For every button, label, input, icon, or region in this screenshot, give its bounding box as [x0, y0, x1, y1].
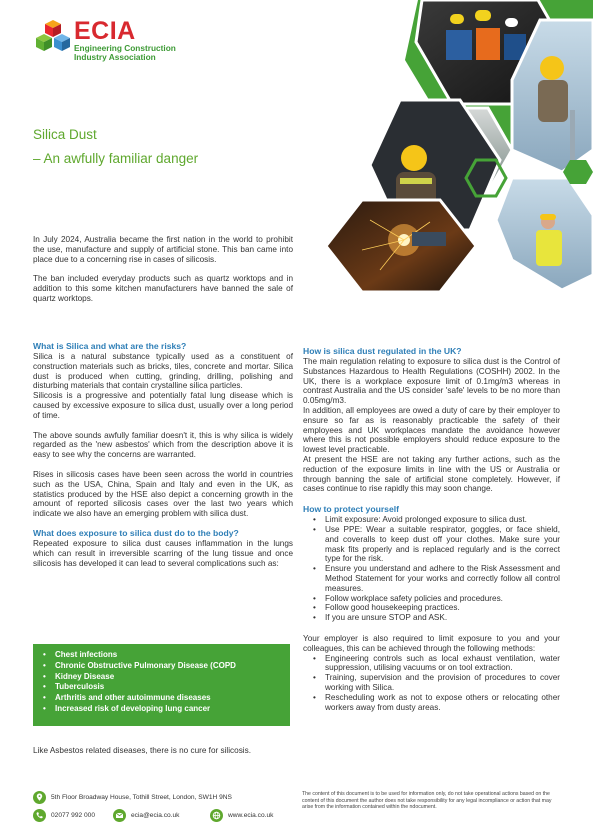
page-subtitle: – An awfully familiar danger: [33, 151, 199, 166]
no-cure-paragraph: Like Asbestos related diseases, there is no cure for silicosis.: [33, 746, 251, 755]
list-item: • Tuberculosis: [55, 682, 290, 693]
address-text: 5th Floor Broadway House, Tothill Street, London, SW1H 9NS: [51, 794, 232, 801]
disclaimer: The content of this document is to be used for information only, do not take operational actions based on the content of this document the author does not take responsibility for any legal incompliance or action that may arise from the information contained within the ndocument.: [302, 791, 552, 811]
hexagon-photo-collage: [300, 0, 593, 292]
left-column: [33, 341, 293, 568]
complications-list: [33, 650, 290, 715]
list-item: • Follow workplace safety policies and procedures.: [325, 594, 560, 604]
list-item: • Arthritis and other autoimmune diseases: [55, 693, 290, 704]
intro-section: [33, 235, 293, 304]
location-pin-icon: [33, 791, 46, 804]
heading-protect-yourself: How to protect yourself: [303, 504, 399, 515]
intro-paragraph-1: In July 2024, Australia became the first nation in the world to prohibit the use, manufacture and supply of artificial stone. This ban came into place due to a concerning rise in cases of silicosis.: [33, 235, 293, 264]
right-column: [303, 346, 560, 712]
footer-email[interactable]: [113, 809, 179, 822]
protect-list: [303, 515, 560, 623]
phone-text: 02077 992 000: [51, 812, 96, 819]
footer-phone[interactable]: [33, 809, 95, 822]
complications-box: [33, 644, 290, 726]
logo-cubes-icon: [34, 18, 72, 58]
email-text: ecia@ecia.co.uk: [131, 812, 180, 819]
heading-exposure-body: What does exposure to silica dust do to the body?: [33, 527, 239, 538]
employer-paragraph: Your employer is also required to limit exposure to you and your colleagues, this can be achieved through the following methods:: [303, 633, 560, 653]
list-item: • Follow good housekeeping practices.: [325, 603, 560, 613]
footer-web[interactable]: [210, 809, 273, 822]
list-item: • Engineering controls such as local exhaust ventilation, water suppression, utilising vacuums or on tool extraction.: [325, 654, 560, 674]
logo: [34, 16, 184, 62]
page-title: Silica Dust: [33, 127, 97, 142]
rises-paragraph: Rises in silicosis cases have been seen across the world in countries such as the USA, China, Spain and Italy and even in the UK, as statistics produced by the HSE also depict a concerning growth in the amount of reported silicosis cases over the last two years which indicate we also have an emerging problem with silica dust.: [33, 469, 293, 519]
exposure-paragraph: Repeated exposure to silica dust causes inflammation in the lungs which can result in irreversible scarring of the lung tissue and once silicosis has developed it can lead to several complications such as:: [33, 538, 293, 568]
list-item: • If you are unsure STOP and ASK.: [325, 613, 560, 623]
methods-list: [303, 654, 560, 713]
footer-address: [33, 791, 232, 804]
logo-line1: Engineering Construction: [74, 43, 176, 53]
phone-icon: [33, 809, 46, 822]
silicosis-paragraph: Silicosis is a progressive and potentially fatal lung disease which is caused by excessive exposure to silica dust, usually over a long period of time.: [33, 391, 293, 420]
list-item: • Use PPE: Wear a suitable respirator, goggles, or face shield, and coveralls to keep dust off your clothes. Make sure your mask fits properly and is replaced regularly and is the correct type for the risk.: [325, 525, 560, 564]
coshh-paragraph: The main regulation relating to exposure to silica dust is the Control of Substances Hazardous to Health Regulations (COSHH) 2002. In the UK, there is a workplace exposure limit of 0.1mg/m3 whereas in contrast Australia and the US consider 'safe' levels to be no more than 0.05mg/m3.: [303, 357, 560, 406]
list-item: • Training, supervision and the provision of procedures to cover working with Silica.: [325, 673, 560, 693]
list-item: • Kidney Disease: [55, 672, 290, 683]
list-item: • Chest infections: [55, 650, 290, 661]
duty-of-care-paragraph: In addition, all employees are owed a duty of care by their employer to ensure so far as is reasonably practicable the safety of their employees and UK workplaces mandate the avoidance however where this is not possible employers should reduce exposure to the lowest level practicable.: [303, 405, 560, 455]
web-text: www.ecia.co.uk: [228, 812, 274, 819]
logo-line2: Industry Association: [74, 52, 156, 62]
heading-what-is-silica: What is Silica and what are the risks?: [33, 341, 187, 351]
heading-regulation: How is silica dust regulated in the UK?: [303, 346, 462, 356]
list-item: • Limit exposure: Avoid prolonged exposure to silica dust.: [325, 515, 560, 525]
hse-paragraph: At present the HSE are not taking any further actions, such as the reduction of the exposure limits in line with the US or Australia or through banning the sale of artificial stone completely. However, if cases continue to rise rapidly this may soon change.: [303, 454, 560, 494]
logo-acronym: ECIA: [74, 17, 136, 45]
globe-icon: [210, 809, 223, 822]
list-item: • Increased risk of developing lung cancer: [55, 704, 290, 715]
email-icon: [113, 809, 126, 822]
list-item: • Ensure you understand and adhere to the Risk Assessment and Method Statement for your works and correctly follow all control measures.: [325, 564, 560, 593]
intro-paragraph-2: The ban included everyday products such as quartz worktops and in addition to this some kitchen manufacturers have banned the sale of quartz worktops.: [33, 274, 293, 303]
familiar-paragraph: The above sounds awfully familiar doesn't it, this is why silica is widely regarded as the 'new asbestos' which from the description above it is easy to see why the concerns are warranted.: [33, 430, 293, 460]
list-item: • Chronic Obstructive Pulmonary Disease (COPD: [55, 661, 290, 672]
silica-paragraph: Silica is a natural substance typically used as a constituent of construction materials such as bricks, tiles, concrete and mortar. Silica dust is produced when cutting, grinding, drilling, polishing and disturbing materials that contain crystalline silica particles.: [33, 352, 293, 391]
list-item: • Rescheduling work as not to expose others or relocating other workers away from dusty areas.: [325, 693, 560, 713]
